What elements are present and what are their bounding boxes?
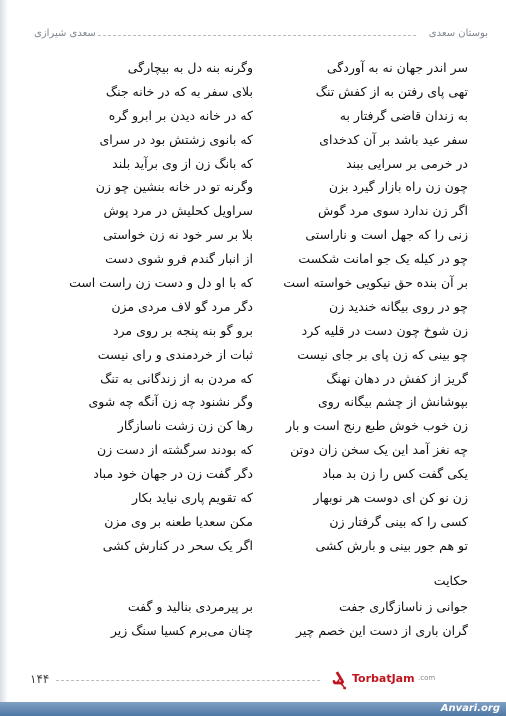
verse-second-hemistich: مکن سعدیا طعنه بر وی مزن <box>104 513 253 529</box>
verse-first-hemistich: چون زن راه بازار گیرد بزن <box>328 179 468 195</box>
logo-domain: .com <box>418 674 436 682</box>
verse-second-hemistich: که بودند سرگشته از دست زن <box>96 442 253 458</box>
verse-row <box>70 299 468 323</box>
verse-second-hemistich: وگر نشنود چه زن آنگه چه شوی <box>88 394 253 410</box>
verse-second-hemistich: ثبات از خردمندی و رای نیست <box>97 346 253 362</box>
verse-first-hemistich: تو هم جور بینی و بارش کشی <box>315 537 468 553</box>
logo-name: TorbatJam <box>352 672 415 685</box>
page-number: ۱۴۴ <box>30 672 50 686</box>
verse-first-hemistich: به زندان قاضی گرفتار به <box>339 107 468 123</box>
verse-first-hemistich: کسی را که بینی گرفتار زن <box>329 513 468 529</box>
verse-second-hemistich: بلا بر سر خود نه زن خواستی <box>103 227 253 243</box>
verse-first-hemistich: بر آن بنده حق نیکویی خواسته است <box>283 275 468 291</box>
verse-first-hemistich: زن نو کن ای دوست هر نوبهار <box>313 490 468 506</box>
verse-row <box>70 323 468 347</box>
verse-first-hemistich: اگر زن ندارد سوی مرد گوش <box>317 203 468 219</box>
verse-second-hemistich: دگر مرد گو لاف مردی مزن <box>111 298 253 314</box>
verse-second-hemistich: که بانگ زن از وی برآید بلند <box>112 155 253 171</box>
verse-first-hemistich: سفر عید باشد بر آن کدخدای <box>319 131 468 147</box>
verse-second-hemistich: که تقویم پاری نیاید بکار <box>131 490 253 506</box>
verse-first-hemistich: گریز از کفش در دهان نهنگ <box>326 370 468 386</box>
verse-second-hemistich: وگرنه بنه دل به بیچارگی <box>127 60 253 75</box>
verse-row <box>70 203 468 227</box>
verse-first-hemistich: تهی پای رفتن به از کفش تنگ <box>315 83 468 99</box>
author-name: سعدی شیرازی <box>34 28 96 39</box>
verse-first-hemistich: زن شوخ چون دست در قلیه کرد <box>301 322 468 338</box>
verse-second-hemistich: وگرنه تو در خانه بنشین چو زن <box>95 179 253 195</box>
verse-row <box>70 84 468 108</box>
book-title: بوستان سعدی <box>428 28 488 39</box>
story-verses <box>70 599 468 647</box>
verse-first-hemistich: سر اندر جهان نه به آوردگی <box>326 60 468 75</box>
verse-second-hemistich: که در خانه دیدن بر ابرو گره <box>108 107 253 123</box>
verse-row <box>70 490 468 514</box>
footer-divider <box>56 680 320 681</box>
header-divider <box>98 35 416 36</box>
poem-verses <box>70 60 468 562</box>
section-title: حکایت <box>433 573 468 588</box>
verse-second-hemistich: سراویل کحلیش در مرد پوش <box>103 203 253 219</box>
verse-first-hemistich: چو بینی که زن پای بر جای نیست <box>297 346 468 362</box>
verse-row <box>70 179 468 203</box>
verse-row <box>70 347 468 371</box>
verse-first-hemistich: بپوشانش از چشم بیگانه روی <box>317 394 468 410</box>
verse-first-hemistich: زنی را که جهل است و ناراستی <box>305 227 468 243</box>
verse-row <box>70 371 468 395</box>
page-edge <box>0 0 8 716</box>
verse-first-hemistich: چو در روی بیگانه خندید زن <box>329 298 468 314</box>
verse-row <box>70 514 468 538</box>
verse-row <box>70 275 468 299</box>
verse-row <box>70 108 468 132</box>
watermark-bar <box>0 702 506 716</box>
verse-first-hemistich: گران باری از دست این خصم چیر <box>295 622 468 638</box>
logo-mark: ܔ <box>332 665 346 690</box>
page-header <box>20 20 488 46</box>
verse-row <box>70 623 468 647</box>
verse-row <box>70 132 468 156</box>
verse-second-hemistich: که با او دل و دست زن راست است <box>69 275 253 291</box>
verse-row <box>70 442 468 466</box>
verse-second-hemistich: که بانوی زشتش بود در سرای <box>99 131 253 147</box>
verse-row <box>70 227 468 251</box>
verse-second-hemistich: که مردن به از زندگانی به تنگ <box>100 370 253 386</box>
verse-second-hemistich: بر پیرمردی بنالید و گفت <box>127 599 253 614</box>
verse-row <box>70 538 468 562</box>
verse-second-hemistich: از انبار گندم فرو شوی دست <box>105 251 253 267</box>
verse-second-hemistich: اگر یک سحر در کنارش کشی <box>102 537 253 553</box>
verse-row <box>70 156 468 180</box>
verse-first-hemistich: زن خوب خوش طبع رنج است و بار <box>286 418 468 434</box>
verse-row <box>70 466 468 490</box>
verse-row <box>70 251 468 275</box>
page-footer <box>30 664 488 694</box>
verse-first-hemistich: در خرمی بر سرایی ببند <box>346 155 468 171</box>
verse-row <box>70 599 468 623</box>
verse-row <box>70 60 468 84</box>
verse-second-hemistich: رها کن زن زشت ناسازگار <box>117 418 253 434</box>
verse-row <box>70 418 468 442</box>
site-logo <box>332 666 450 690</box>
verse-first-hemistich: یکی گفت کس را زن بد مباد <box>322 466 468 482</box>
verse-row <box>70 394 468 418</box>
verse-first-hemistich: چه نغز آمد این یک سخن زان دوتن <box>290 442 468 458</box>
verse-second-hemistich: بلای سفر به که در خانه جنگ <box>105 83 253 99</box>
verse-second-hemistich: دگر گفت زن در جهان خود مباد <box>93 466 253 482</box>
verse-second-hemistich: برو گو بنه پنجه بر روی مرد <box>112 322 253 338</box>
verse-first-hemistich: جوانی ز ناسازگاری جفت <box>338 599 468 614</box>
verse-first-hemistich: چو در کیله یک جو امانت شکست <box>298 251 468 267</box>
verse-second-hemistich: چنان می‌برم کسیا سنگ زیر <box>110 622 253 638</box>
watermark-text: Anvari.org <box>440 703 500 714</box>
